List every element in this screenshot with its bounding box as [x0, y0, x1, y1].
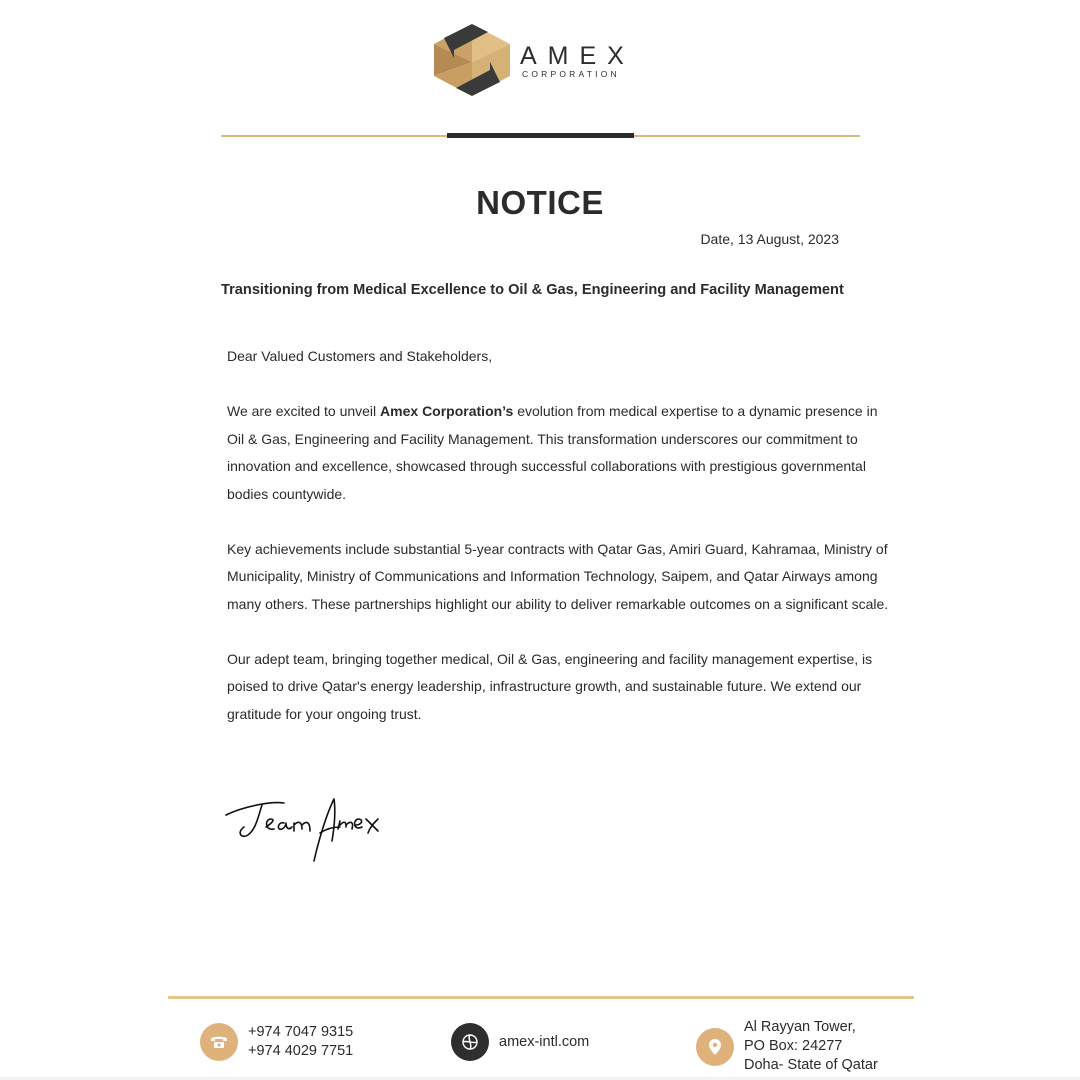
- footer-divider: [168, 996, 914, 999]
- phone-number-2: +974 4029 7751: [248, 1043, 354, 1059]
- paragraph-1-intro: We are excited to unveil: [227, 403, 381, 419]
- notice-title: NOTICE: [476, 184, 604, 221]
- phone-number-1: +974 7047 9315: [248, 1024, 354, 1040]
- footer-address: [696, 1018, 878, 1075]
- paragraph-2: Key achievements include substantial 5-year contracts with Qatar Gas, Amiri Guard, Kahramaa, Ministry of Municipality, Ministry of Communications and Information Technology, Saipem, and Qatar Airways among many others. These partnerships highlight our ability to deliver remarkable outcomes on a significant scale.: [227, 540, 889, 612]
- signature: [222, 793, 387, 868]
- location-pin-icon: [696, 1028, 734, 1066]
- notice-date: Date, 13 August, 2023: [700, 231, 839, 247]
- footer-website: [451, 1023, 589, 1061]
- address-line-2: PO Box: 24277: [744, 1038, 843, 1054]
- footer-phone: [200, 1023, 353, 1061]
- company-logo: [432, 22, 647, 102]
- greeting: Dear Valued Customers and Stakeholders,: [227, 348, 493, 364]
- notice-subject: Transitioning from Medical Excellence to Oil & Gas, Engineering and Facility Management: [221, 282, 844, 298]
- header-divider-accent: [447, 133, 634, 138]
- globe-icon: [451, 1023, 489, 1061]
- logo-mark-icon: [432, 22, 512, 98]
- address-line-1: Al Rayyan Tower,: [744, 1019, 856, 1035]
- paragraph-3: Our adept team, bringing together medical, Oil & Gas, engineering and facility management expertise, is poised to drive Qatar's energy leadership, infrastructure growth, and sustainable future. We extend our gratitude for your ongoing trust.: [227, 650, 873, 722]
- brand-subtitle: CORPORATION: [522, 69, 620, 79]
- address-line-3: Doha- State of Qatar: [744, 1057, 878, 1073]
- website-link[interactable]: amex-intl.com: [499, 1033, 590, 1050]
- paragraph-1-text: evolution from medical expertise to a dynamic presence in Oil & Gas, Engineering and Facility Management. This transformation underscores our commitment to innovation and excellence, showcased through successful collaborations with prestigious governmental bodies countywide.: [227, 403, 878, 502]
- phone-icon: [200, 1023, 238, 1061]
- company-name-emphasis: Amex Corporation’s: [380, 403, 514, 419]
- paragraph-1: [227, 398, 897, 508]
- notice-body: [227, 343, 897, 756]
- brand-name: AMEX: [520, 42, 635, 70]
